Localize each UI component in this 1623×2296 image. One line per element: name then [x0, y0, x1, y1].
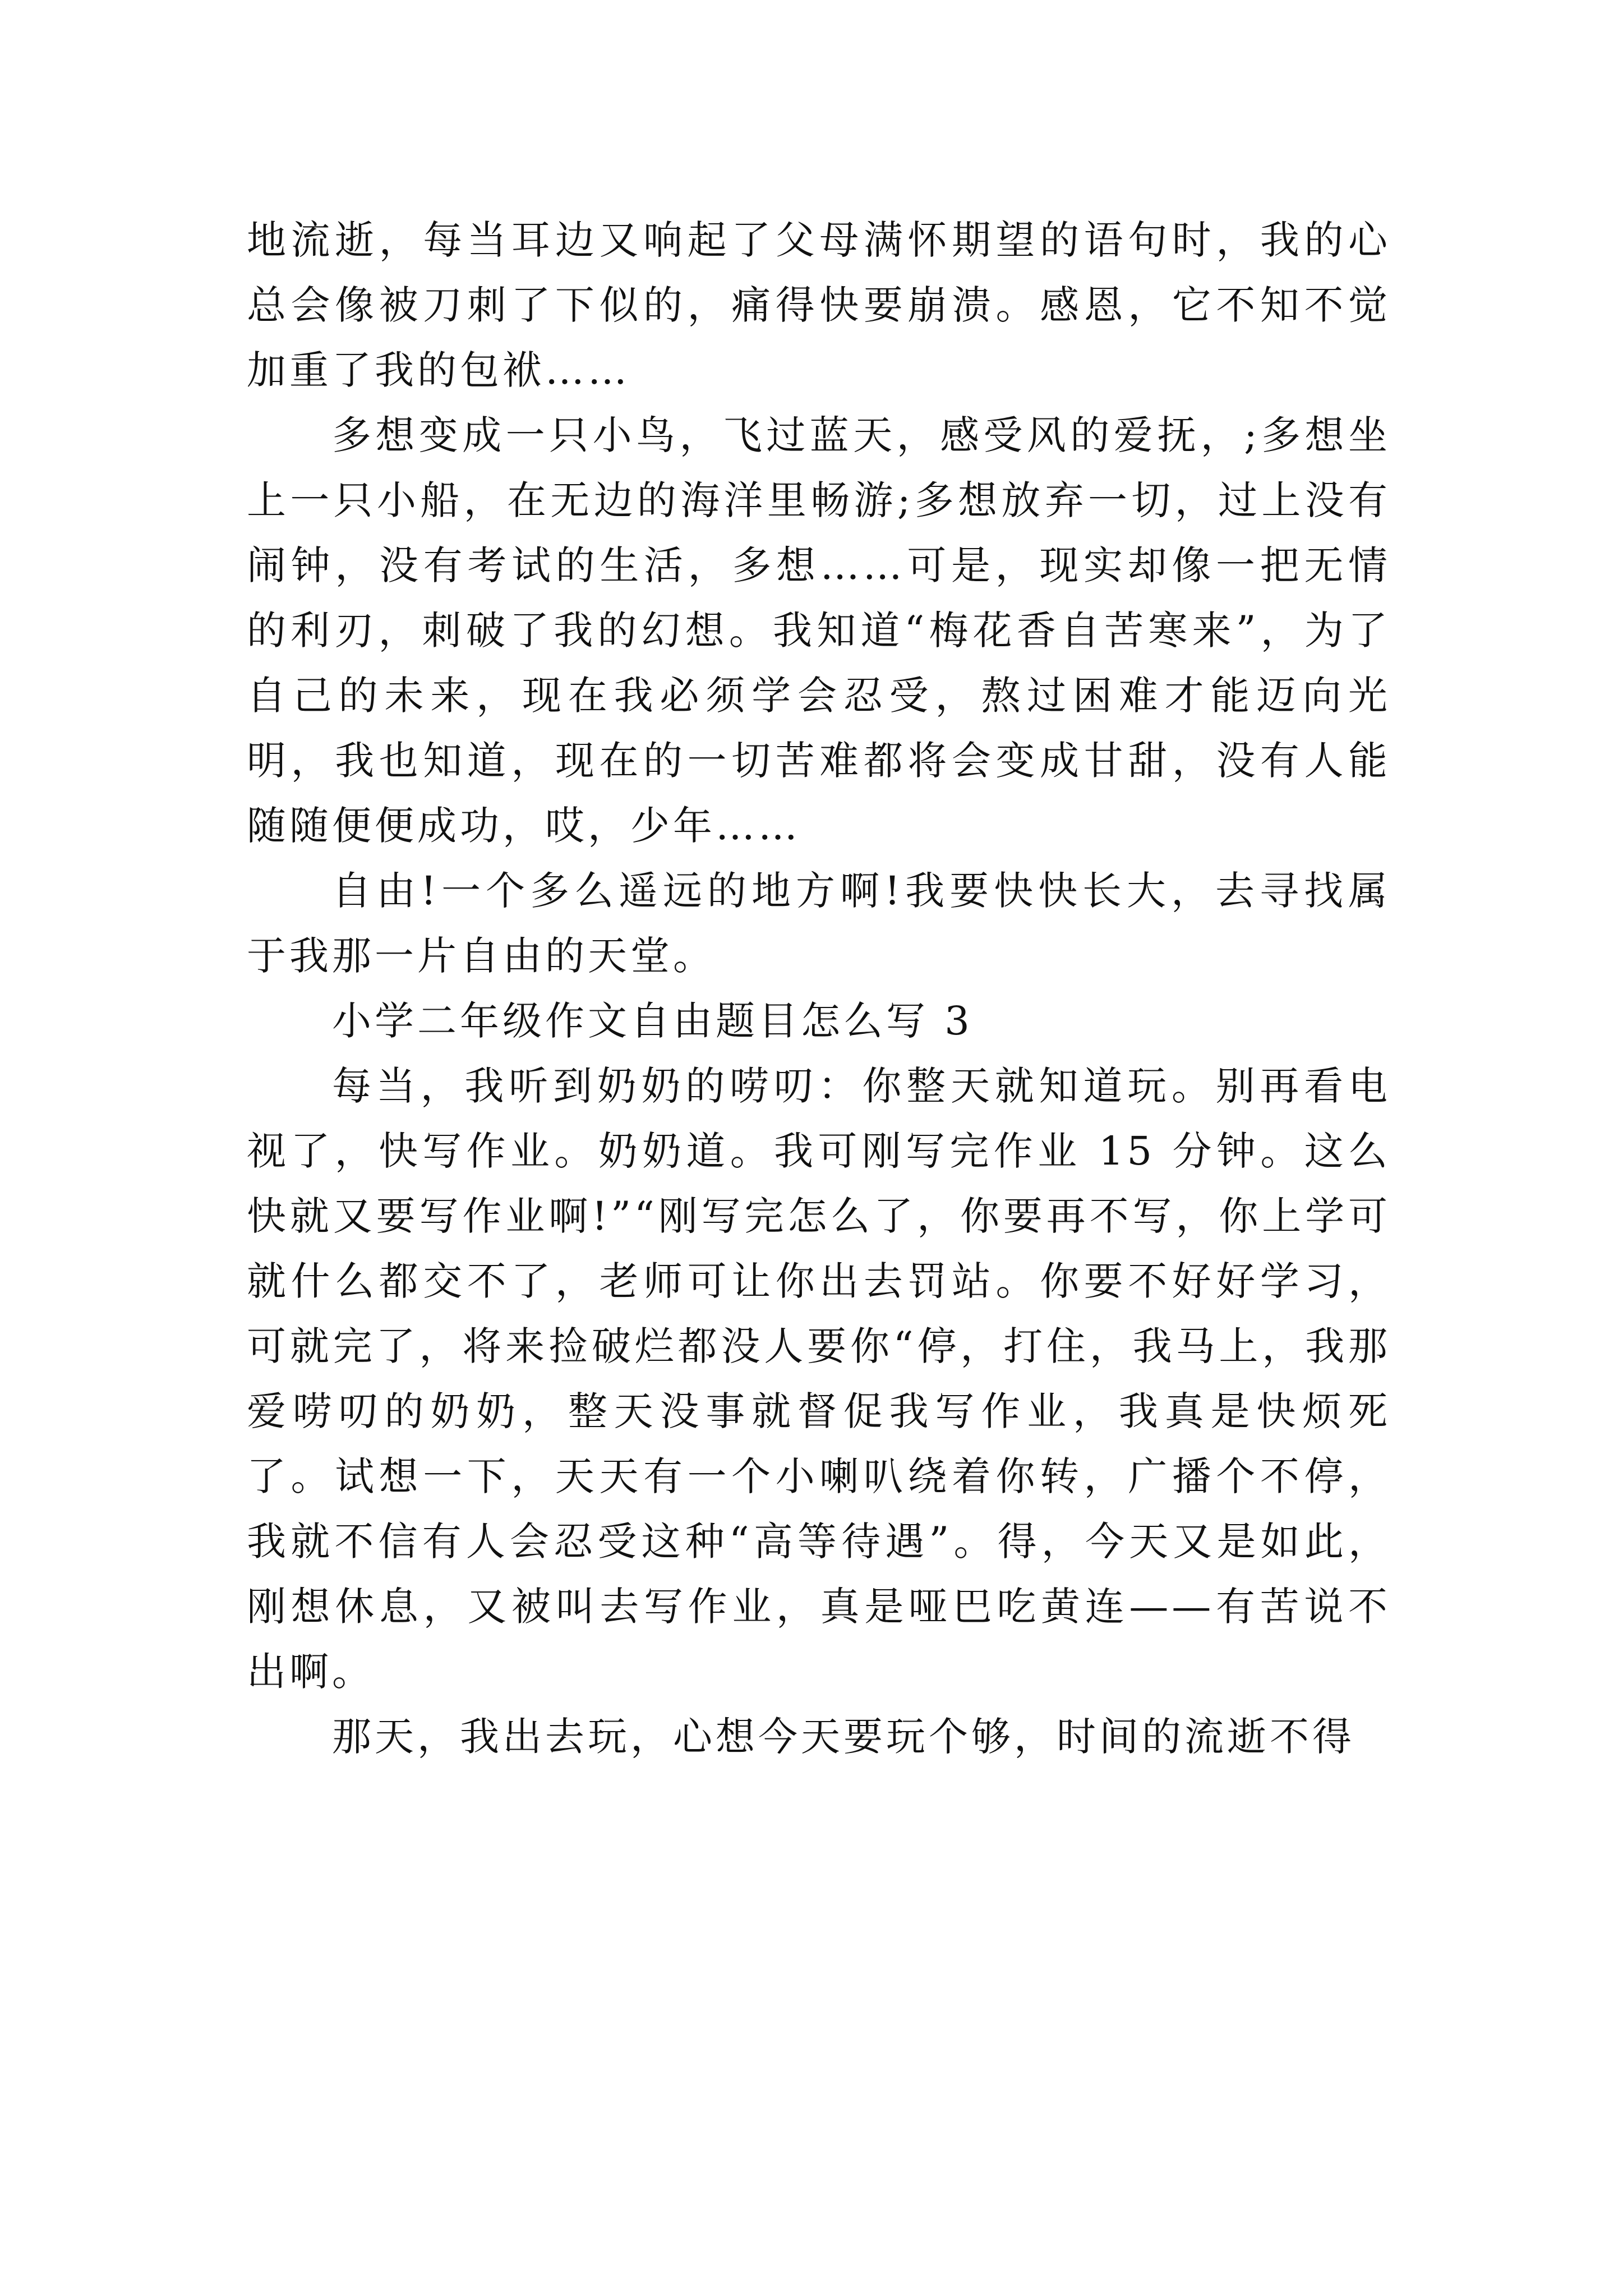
- paragraph-continuation: 地流逝，每当耳边又响起了父母满怀期望的语句时，我的心总会像被刀刺了下似的，痛得快要崩溃。感恩，它不知不觉加重了我的包袱……: [247, 217, 1391, 393]
- paragraph: 那天，我出去玩，心想今天要玩个够，时间的流逝不得: [332, 1714, 1355, 1760]
- section-heading: 小学二年级作文自由题目怎么写 3: [332, 998, 973, 1044]
- document-body: [247, 208, 1391, 1769]
- paragraph: 每当，我听到奶奶的唠叨：你整天就知道玩。别再看电视了，快写作业。奶奶道。我可刚写完作业 15 分钟。这么快就又要写作业啊!”“刚写完怎么了，你要再不写，你上学可就什么都交不了，老师可让你出去罚站。你要不好好学习，可就完了，将来捡破烂都没人要你“停，打住，我马上，我那爱唠叨的奶奶，整天没事就督促我写作业，我真是快烦死了。试想一下，天天有一个小喇叭绕着你转，广播个不停，我就不信有人会忍受这种“高等待遇”。得，今天又是如此，刚想休息，又被叫去写作业，真是哑巴吃黄连——有苦说不出啊。: [247, 1063, 1391, 1695]
- paragraph: 多想变成一只小鸟，飞过蓝天，感受风的爱抚，;多想坐上一只小船，在无边的海洋里畅游;多想放弃一切，过上没有闹钟，没有考试的生活，多想……可是，现实却像一把无情的利刃，刺破了我的幻想。我知道“梅花香自苦寒来”，为了自己的未来，现在我必须学会忍受，熬过困难才能迈向光明，我也知道，现在的一切苦难都将会变成甘甜，没有人能随随便便成功，哎，少年……: [247, 412, 1391, 849]
- paragraph: 自由!一个多么遥远的地方啊!我要快快长大，去寻找属于我那一片自由的天堂。: [247, 868, 1391, 979]
